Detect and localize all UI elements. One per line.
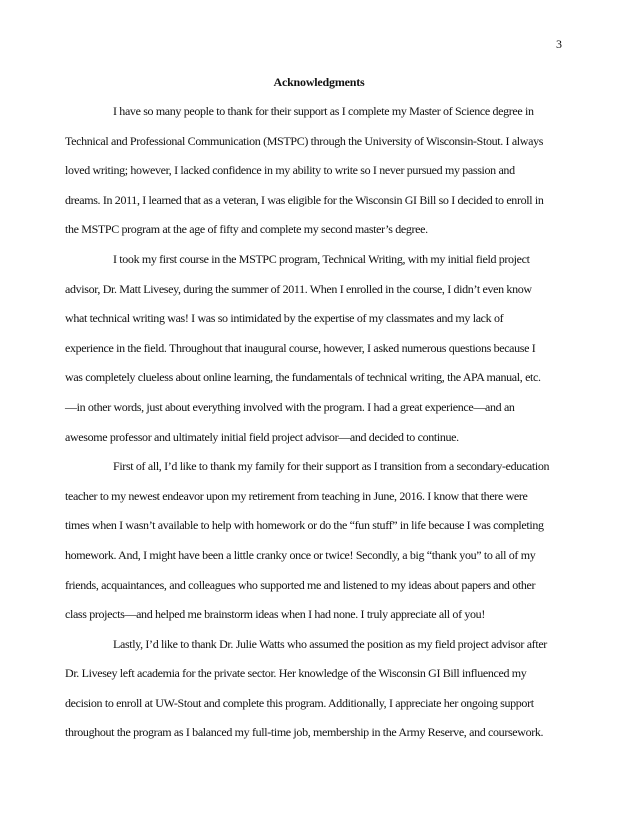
text-line: friends, acquaintances, and colleagues who supported me and listened to my ideas about papers and other xyxy=(65,577,536,592)
text-line: what technical writing was! I was so intimidated by the expertise of my classmates and my lack of xyxy=(65,311,504,326)
text-line: Dr. Livesey left academia for the private sector. Her knowledge of the Wisconsin GI Bill influenced my xyxy=(65,666,527,681)
text-line: I have so many people to thank for their support as I complete my Master of Science degree in xyxy=(113,104,534,118)
body-text xyxy=(65,97,577,748)
text-line: homework. And, I might have been a little cranky once or twice! Secondly, a big “thank you” to all of my xyxy=(65,547,536,562)
text-line: times when I wasn’t available to help with homework or do the “fun stuff” in life because I was completing xyxy=(65,518,544,533)
text-line: class projects—and helped me brainstorm ideas when I had none. I truly appreciate all of you! xyxy=(65,607,485,622)
text-line: dreams. In 2011, I learned that as a veteran, I was eligible for the Wisconsin GI Bill so I decided to enroll in xyxy=(65,192,544,207)
text-line: teacher to my newest endeavor upon my retirement from teaching in June, 2016. I know that there were xyxy=(65,488,528,503)
text-line: decision to enroll at UW-Stout and complete this program. Additionally, I appreciate her ongoing support xyxy=(65,695,534,710)
text-line: awesome professor and ultimately initial field project advisor—and decided to continue. xyxy=(65,429,459,444)
text-line: was completely clueless about online learning, the fundamentals of technical writing, the APA manual, etc. xyxy=(65,370,541,385)
text-line: advisor, Dr. Matt Livesey, during the summer of 2011. When I enrolled in the course, I didn’t even know xyxy=(65,281,532,296)
text-line: throughout the program as I balanced my full-time job, membership in the Army Reserve, and coursework. xyxy=(65,725,544,740)
text-line: —in other words, just about everything involved with the program. I had a great experience—and an xyxy=(65,399,515,414)
text-line: loved writing; however, I lacked confidence in my ability to write so I never pursued my passion and xyxy=(65,163,515,178)
text-line: First of all, I’d like to thank my family for their support as I transition from a secondary-education xyxy=(113,459,550,474)
page-number: 3 xyxy=(556,37,562,51)
text-line: Technical and Professional Communication (MSTPC) through the University of Wisconsin-Stout. I always xyxy=(65,133,544,148)
section-title: Acknowledgments xyxy=(273,75,365,89)
text-line: I took my first course in the MSTPC program, Technical Writing, with my initial field project xyxy=(113,251,530,266)
text-line: the MSTPC program at the age of fifty and complete my second master’s degree. xyxy=(65,222,428,237)
text-line: experience in the field. Throughout that inaugural course, however, I asked numerous questions because I xyxy=(65,340,536,355)
text-line: Lastly, I’d like to thank Dr. Julie Watts who assumed the position as my field project advisor after xyxy=(113,636,547,651)
